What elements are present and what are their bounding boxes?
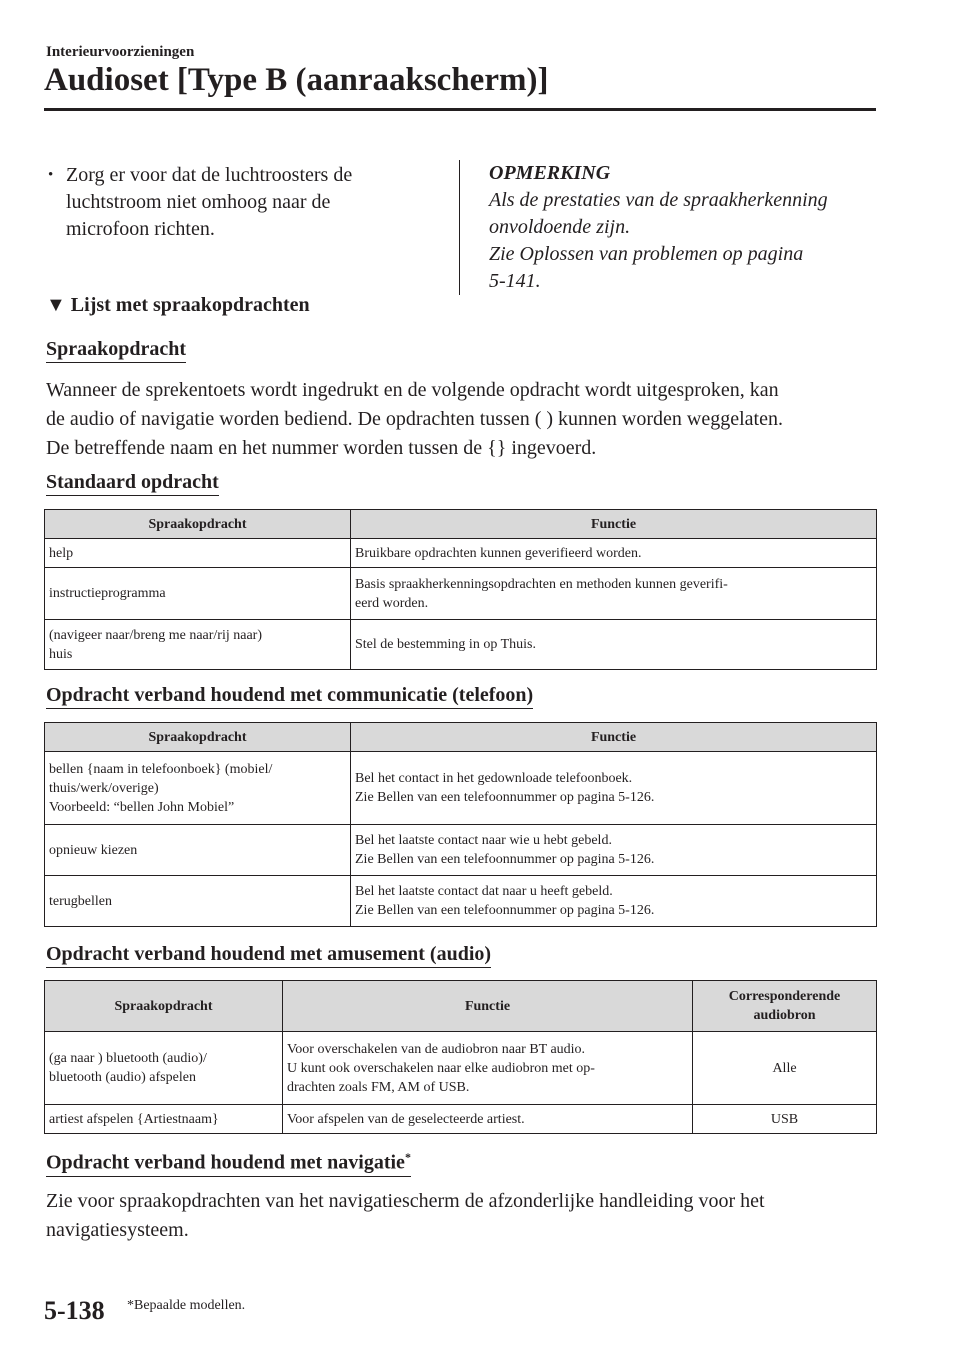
paragraph-line: Wanneer de sprekentoets wordt ingedrukt en de volgende opdracht wordt uitgesproken, kan [46,379,779,401]
command-cell: artiest afspelen {Artiestnaam} [45,1105,283,1134]
column-header: Functie [351,723,877,752]
source-cell: Alle [693,1032,877,1105]
triangle-down-icon: ▼ [46,294,66,316]
footnote-marker: * [404,1150,411,1164]
footnote: *Bepaalde modellen. [127,1298,246,1313]
list-heading [46,294,310,317]
note-line: Zie Oplossen van problemen op pagina [489,243,804,265]
column-header: Spraakopdracht [45,723,351,752]
function-cell: Bel het contact in het gedownloade telefoonboek. Zie Bellen van een telefoonnummer op pagina 5-126. [351,752,877,825]
column-divider [459,160,460,295]
list-heading-text: Lijst met spraakopdrachten [70,294,310,316]
navigation-paragraph [46,1187,876,1245]
command-cell: bellen {naam in telefoonboek} (mobiel/ thuis/werk/overige) Voorbeeld: “bellen John Mobiel” [45,752,351,825]
entertainment-heading: Opdracht verband houdend met amusement (audio) [46,943,491,968]
note-title: OPMERKING [489,162,611,184]
note-box [489,160,889,295]
note-line: 5-141. [489,270,541,292]
standard-command-table [44,509,877,670]
chapter-title: Audioset [Type B (aanraakscherm)] [44,62,549,98]
table-row [45,825,877,876]
navigation-heading [46,1150,411,1177]
column-header: Spraakopdracht [45,981,283,1032]
paragraph-line: navigatiesysteem. [46,1219,189,1241]
title-rule [44,108,876,111]
command-cell: (ga naar ) bluetooth (audio)/ bluetooth (audio) afspelen [45,1032,283,1105]
bullet-line: Zorg er voor dat de luchtroosters de [66,164,353,186]
standard-heading: Standaard opdracht [46,471,219,496]
source-cell: USB [693,1105,877,1134]
entertainment-command-table [44,980,877,1134]
function-cell: Bel het laatste contact dat naar u heeft gebeld. Zie Bellen van een telefoonnummer op pagina 5-126. [351,876,877,927]
function-cell: Voor afspelen van de geselecteerde artiest. [283,1105,693,1134]
table-row [45,752,877,825]
table-row [45,1105,877,1134]
bullet-item [48,162,428,243]
table-header-row [45,510,877,539]
paragraph-line: Zie voor spraakopdrachten van het navigatiescherm de afzonderlijke handleiding voor het [46,1190,765,1212]
column-header: Spraakopdracht [45,510,351,539]
command-cell: terugbellen [45,876,351,927]
function-cell: Voor overschakelen van de audiobron naar BT audio. U kunt ook overschakelen naar elke audiobron met op- drachten zoals FM, AM of USB. [283,1032,693,1105]
function-cell: Stel de bestemming in op Thuis. [351,620,877,670]
table-row [45,620,877,670]
table-row [45,568,877,620]
table-row [45,539,877,568]
navigation-heading-text: Opdracht verband houdend met navigatie [46,1151,405,1174]
table-header-row [45,723,877,752]
bullet-line: microfoon richten. [66,218,215,240]
command-cell: (navigeer naar/breng me naar/rij naar) huis [45,620,351,670]
column-header: Functie [283,981,693,1032]
table-row [45,1032,877,1105]
command-cell: help [45,539,351,568]
page-number: 5-138 [44,1296,105,1325]
function-cell: Bruikbare opdrachten kunnen geverifieerd worden. [351,539,877,568]
table-row [45,876,877,927]
function-cell: Basis spraakherkenningsopdrachten en methoden kunnen geverifi- eerd worden. [351,568,877,620]
section-label: Interieurvoorzieningen [46,44,195,60]
communication-heading: Opdracht verband houdend met communicatie (telefoon) [46,684,533,709]
communication-command-table [44,722,877,927]
note-line: Als de prestaties van de spraakherkenning [489,189,828,211]
paragraph-line: de audio of navigatie worden bediend. De opdrachten tussen ( ) kunnen worden weggelaten. [46,408,783,430]
command-cell: instructieprogramma [45,568,351,620]
paragraph-line: De betreffende naam en het nummer worden tussen de {} ingevoerd. [46,437,597,459]
bullet-dot-icon: • [48,167,54,183]
function-cell: Bel het laatste contact naar wie u hebt gebeld. Zie Bellen van een telefoonnummer op pagina 5-126. [351,825,877,876]
column-header: Functie [351,510,877,539]
column-header: Corresponderende audiobron [693,981,877,1032]
table-header-row [45,981,877,1032]
command-cell: opnieuw kiezen [45,825,351,876]
note-line: onvoldoende zijn. [489,216,631,238]
spraakopdracht-paragraph [46,376,876,463]
spraakopdracht-heading: Spraakopdracht [46,338,186,363]
bullet-line: luchtstroom niet omhoog naar de [66,191,331,213]
